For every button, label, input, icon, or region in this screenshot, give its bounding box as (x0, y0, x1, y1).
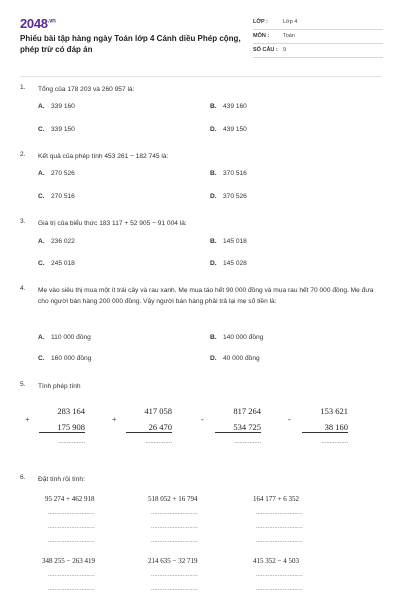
answer-line[interactable]: ............................ (151, 510, 198, 516)
answer-line[interactable]: ............................ (48, 524, 95, 530)
page-title: Phiếu bài tập hàng ngày Toán lớp 4 Cánh diều Phép cộng, phép trừ có đáp án (20, 34, 241, 54)
answer-line[interactable]: ............................ (256, 524, 303, 530)
calc-rule (215, 432, 261, 433)
meta-subject: MÔN : Toán (253, 31, 383, 44)
answer-line[interactable]: ............................ (256, 510, 303, 516)
answer-line[interactable]: ............................ (256, 586, 303, 592)
q4-option-b[interactable]: B. 140 000 đồng (210, 334, 264, 341)
q1-option-a[interactable]: A. 339 160 (38, 103, 75, 110)
answer-line[interactable]: ............................ (256, 572, 303, 578)
vertical-calc-2: 417 058 + 26 470 ................ (112, 406, 172, 445)
q4-option-a[interactable]: A. 110 000 đồng (38, 334, 91, 341)
answer-line[interactable]: ............................ (48, 586, 95, 592)
answer-line[interactable]: ............................ (256, 538, 303, 544)
answer-line[interactable]: ............................ (151, 524, 198, 530)
meta-grade: LỚP : Lớp 4 (253, 17, 383, 30)
meta-question-count: SỐ CÂU : 9 (253, 45, 383, 58)
calc-rule (302, 432, 348, 433)
answer-line[interactable]: ............................ (151, 572, 198, 578)
calc-rule (39, 432, 85, 433)
q3-option-a[interactable]: A. 236 022 (38, 238, 75, 245)
q4-option-d[interactable]: D. 40 000 đồng (210, 355, 260, 362)
answer-line[interactable]: ............................ (48, 510, 95, 516)
vertical-calc-4: 153 621 - 38 160 ................ (288, 406, 348, 445)
answer-line[interactable]: ............................ (48, 572, 95, 578)
q2-option-d[interactable]: D. 370 526 (210, 193, 247, 200)
answer-line[interactable]: ............................ (48, 538, 95, 544)
q4-option-c[interactable]: C. 160 000 đồng (38, 355, 92, 362)
q1-option-c[interactable]: C. 339 150 (38, 126, 75, 133)
q2-option-b[interactable]: B. 370 516 (210, 170, 247, 177)
q3-option-d[interactable]: D. 145 028 (210, 260, 247, 267)
worksheet-page: $2048^{.vn}$ Phiếu bài tập hàng ngày Toán lớp 4 Cánh diều Phép cộng, phép trừ có đáp án LỚP : Lớp 4 MÔN : Toán SỐ CÂU : 9 1. Tổng của 178 203 và 260 957 là: A. 339 160 B. 439 160 C. 339 150 D. 439 150 2. Kết quả của phép tính 453 261 − 182 745 là: A. 270 526 B. 370 516 C. 270 516 D. 370 526 3. Giá trị của biểu thức 183 117 + 52 905 − 91 004 là: A. 236 022 B. 145 018 C. 245 018 D. 145 028 4. Mẹ vào siêu thị mua một ít trái cây và rau xanh. Mẹ mua táo hết 90 000 đồng và mua rau hết 70 000 đồng. Mẹ đưa cho người bán hàng 200 000 đồng. Vậy người bán hàng phải trả lại mẹ số tiền là: A. 110 000 đồng B. 140 000 đồng C. 160 000 đồng D. 40 000 đồng 5. Tính phép tính 283 164 + 175 908 ................ 417 058 + 26 470 ................ 817 264 - 534 725 ................ 153 621 - 38 160 ................ 6. Đặt tính rồi tính: 95 274 + 462 918 518 052 + 16 794 164 177 + 6 352 ............................ ............................ ............................ ............................ ............................ ............................ ............................ ............................ ............................ 348 255 − 263 419 214 635 − 32 719 415 352 − 4 503 ............................ ............................ ............................ ............................ ............................ ............................ (0, 0, 400, 600)
site-logo[interactable]: $2048^{.vn}$ (20, 16, 56, 31)
q1-option-b[interactable]: B. 439 160 (210, 103, 247, 110)
q1-option-d[interactable]: D. 439 150 (210, 126, 247, 133)
answer-line[interactable]: ............................ (151, 586, 198, 592)
q3-option-b[interactable]: B. 145 018 (210, 238, 247, 245)
vertical-calc-1: 283 164 + 175 908 ................ (25, 406, 85, 445)
answer-line[interactable]: ............................ (151, 538, 198, 544)
calc-rule (126, 432, 172, 433)
q3-option-c[interactable]: C. 245 018 (38, 260, 75, 267)
vertical-calc-3: 817 264 - 534 725 ................ (201, 406, 261, 445)
header-divider (20, 76, 381, 77)
q2-option-c[interactable]: C. 270 516 (38, 193, 75, 200)
q2-option-a[interactable]: A. 270 526 (38, 170, 75, 177)
